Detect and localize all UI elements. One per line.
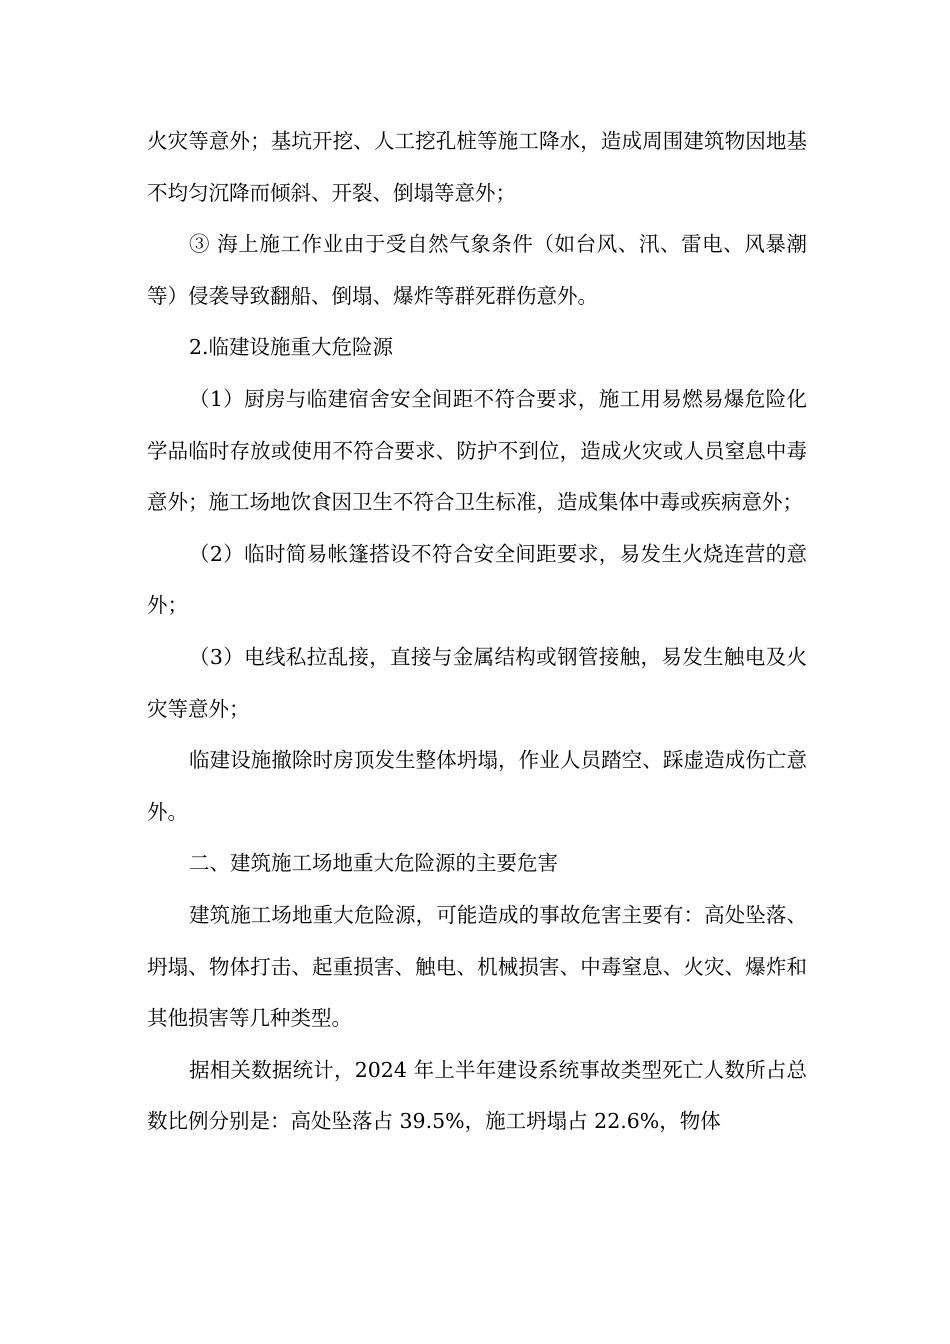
paragraph-item-2: （2）临时简易帐篷搭设不符合安全间距要求，易发生火烧连营的意外； <box>147 541 807 618</box>
paragraph-item-3: （3）电线私拉乱接，直接与金属结构或钢管接触，易发生触电及火灾等意外； <box>147 644 807 721</box>
paragraph-demolition: 临建设施撤除时房顶发生整体坍塌，作业人员踏空、踩虚造成伤亡意外。 <box>147 748 807 824</box>
paragraph-statistics: 据相关数据统计，2024 年上半年建设系统事故类型死亡人数所占总数比例分别是：高处坠落占 39.5%，施工坍塌占 22.6%，物体 <box>147 1057 807 1134</box>
paragraph-1: 火灾等意外；基坑开挖、人工挖孔桩等施工降水，造成周围建筑物因地基不均匀沉降而倾斜、开裂、倒塌等意外； <box>147 129 807 205</box>
section-heading-main-hazards: 二、建筑施工场地重大危险源的主要危害 <box>189 851 558 876</box>
paragraph-2: ③ 海上施工作业由于受自然气象条件（如台风、汛、雷电、风暴潮等）侵袭导致翻船、倒塌、爆炸等群死群伤意外。 <box>147 232 807 308</box>
paragraph-item-1: （1）厨房与临建宿舍安全间距不符合要求，施工用易燃易爆危险化学品临时存放或使用不符合要求、防护不到位，造成火灾或人员窒息中毒意外；施工场地饮食因卫生不符合卫生标准，造成集体中毒或疾病意外； <box>147 386 807 515</box>
document-body <box>147 116 807 1148</box>
section-heading-temporary-facilities: 2.临建设施重大危险源 <box>189 335 394 360</box>
paragraph-hazard-types: 建筑施工场地重大危险源，可能造成的事故危害主要有：高处坠落、坍塌、物体打击、起重损害、触电、机械损害、中毒窒息、火灾、爆炸和其他损害等几种类型。 <box>147 902 807 1031</box>
